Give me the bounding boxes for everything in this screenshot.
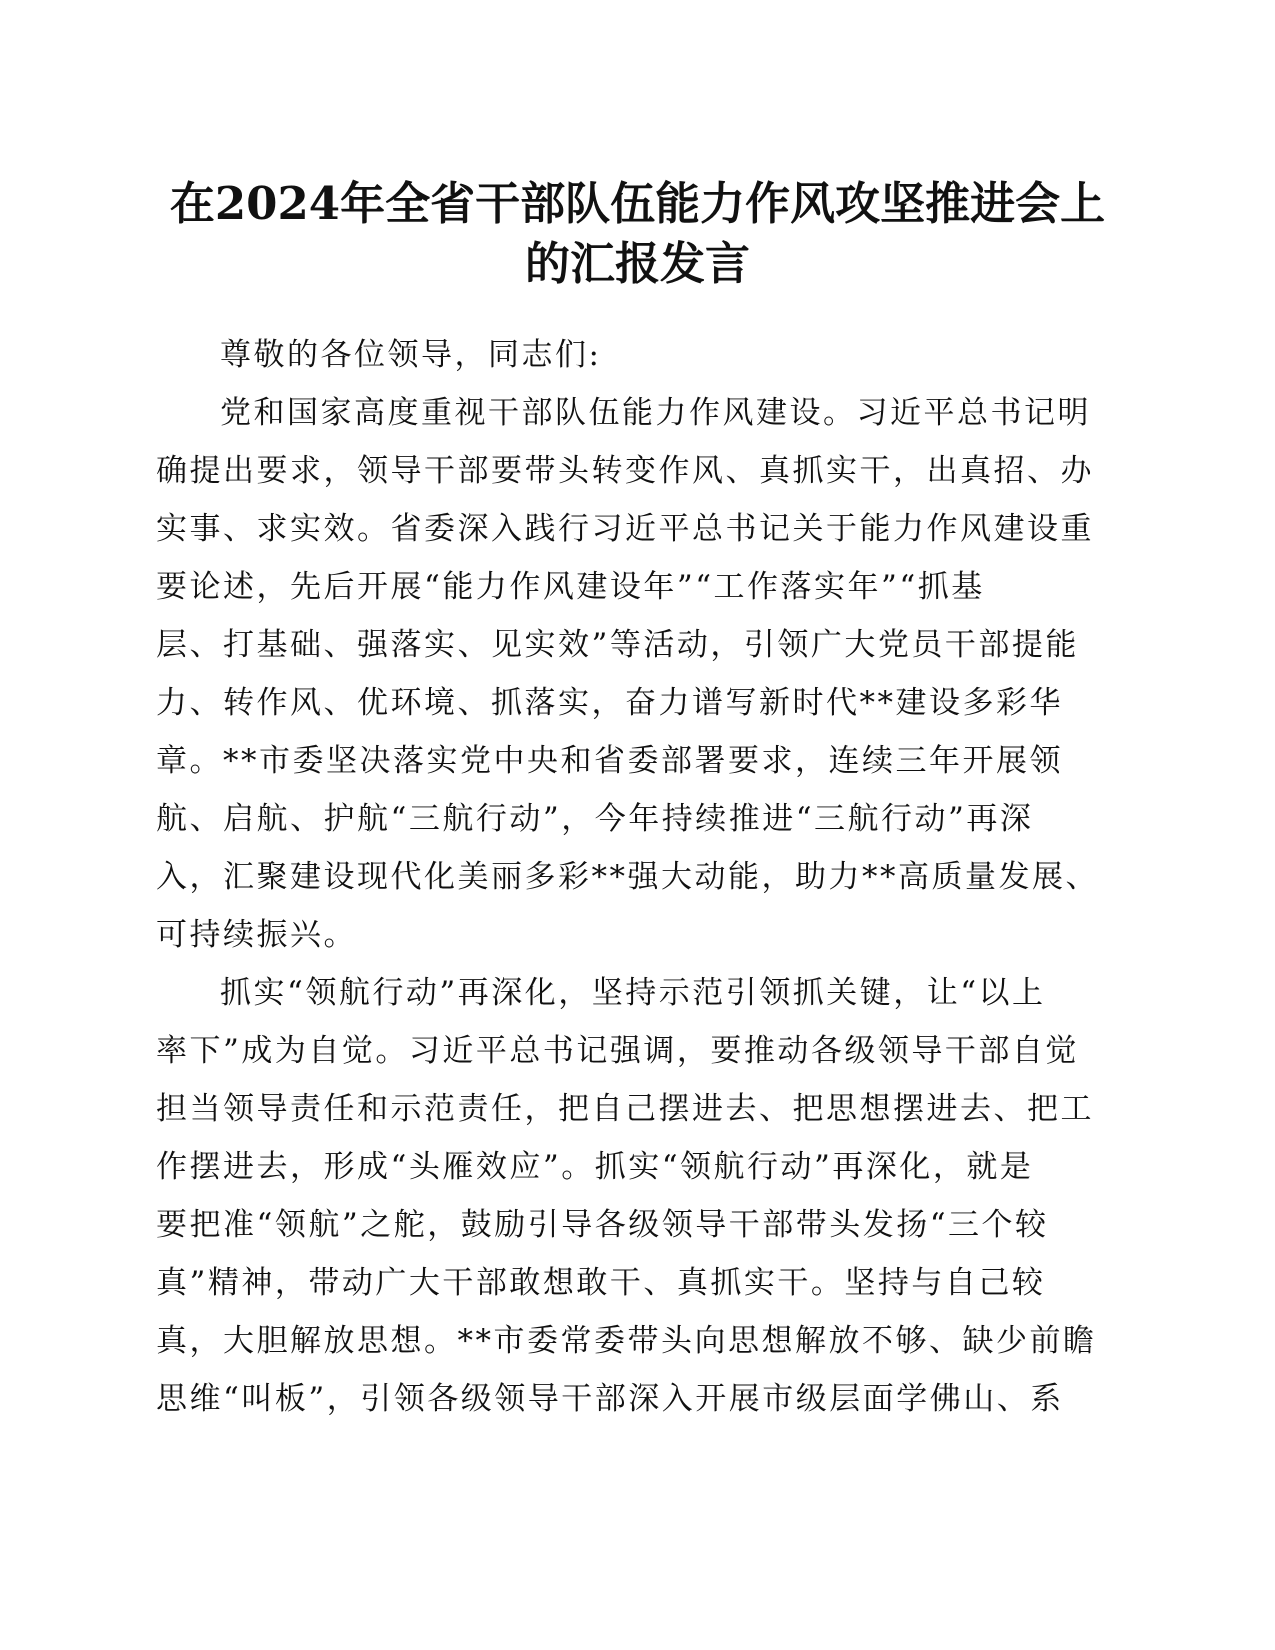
body-line: 担当领导责任和示范责任，把自己摆进去、把思想摆进去、把工 — [156, 1091, 1094, 1127]
body-line: 要把准“领航”之舵，鼓励引导各级领导干部带头发扬“三个较 — [156, 1207, 1049, 1243]
body-line: 层、打基础、强落实、见实效”等活动，引领广大党员干部提能 — [156, 627, 1079, 663]
body-line: 党和国家高度重视干部队伍能力作风建设。习近平总书记明 — [220, 395, 1091, 431]
body-line: 要论述，先后开展“能力作风建设年”“工作落实年”“抓基 — [156, 569, 985, 605]
body-line: 作摆进去，形成“头雁效应”。抓实“领航行动”再深化，就是 — [156, 1149, 1034, 1185]
body-line: 思维“叫板”，引领各级领导干部深入开展市级层面学佛山、系 — [156, 1381, 1064, 1417]
body-line: 真，大胆解放思想。**市委常委带头向思想解放不够、缺少前瞻 — [156, 1323, 1097, 1359]
body-line: 抓实“领航行动”再深化，坚持示范引领抓关键，让“以上 — [220, 975, 1046, 1011]
document-title — [140, 174, 1135, 294]
document-body — [156, 326, 1099, 1428]
salutation-line: 尊敬的各位领导，同志们: — [220, 337, 602, 373]
body-line: 实事、求实效。省委深入践行习近平总书记关于能力作风建设重 — [156, 511, 1094, 547]
body-line: 可持续振兴。 — [156, 917, 357, 953]
body-line: 真”精神，带动广大干部敢想敢干、真抓实干。坚持与自己较 — [156, 1265, 1046, 1301]
body-line: 航、启航、护航“三航行动”，今年持续推进“三航行动”再深 — [156, 801, 1034, 837]
body-line: 确提出要求，领导干部要带头转变作风、真抓实干，出真招、办 — [156, 453, 1094, 489]
title-line-1: 在2024年全省干部队伍能力作风攻坚推进会上 — [169, 177, 1106, 230]
body-line: 入，汇聚建设现代化美丽多彩**强大动能，助力**高质量发展、 — [156, 859, 1099, 895]
body-line: 率下”成为自觉。习近平总书记强调，要推动各级领导干部自觉 — [156, 1033, 1079, 1069]
title-line-2: 的汇报发言 — [524, 237, 750, 290]
body-line: 章。**市委坚决落实党中央和省委部署要求，连续三年开展领 — [156, 743, 1063, 779]
body-line: 力、转作风、优环境、抓落实，奋力谱写新时代**建设多彩华 — [156, 685, 1063, 721]
